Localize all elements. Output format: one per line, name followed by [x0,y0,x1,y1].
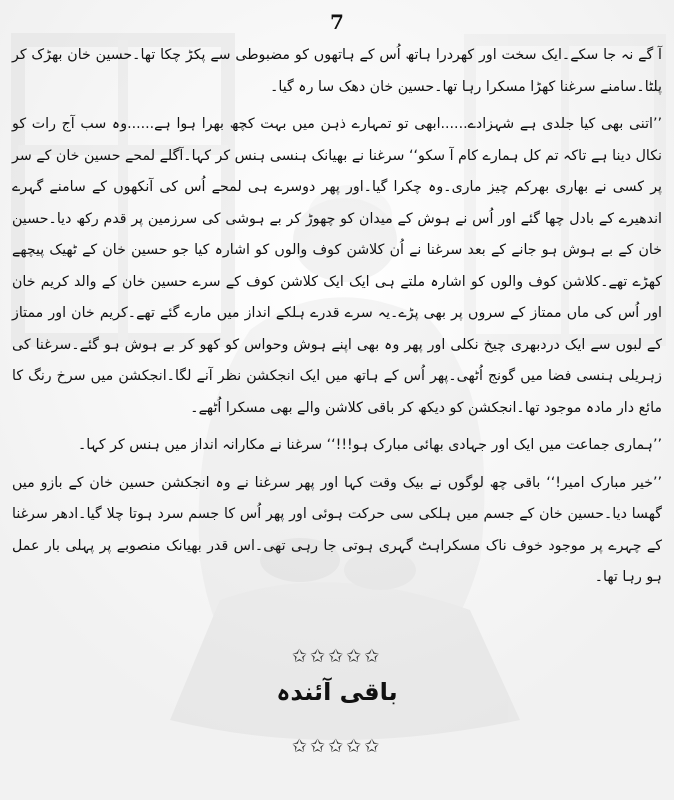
page-number: 7 [330,10,344,34]
paragraph: ’’ہماری جماعت میں ایک اور جہادی بھائی مبارک ہو!!!‘‘ سرغنا نے مکارانہ انداز میں ہنس کر کہا۔ [77,437,662,453]
paragraph: آ گے نہ جا سکے۔ایک سخت اور کھردرا ہاتھ اُس کے ہاتھوں کو مضبوطی سے پکڑ چکا تھا۔حسین خان بھڑک کر پلٹا۔سامنے سرغنا کھڑا مسکرا رہا تھا۔حسین خان دھک سا رہ گیا۔ [12,47,662,95]
to-be-continued-title: باقی آئندہ [276,678,398,706]
stars-divider-top: ✩✩✩✩✩ [291,646,383,667]
story-text [12,40,662,600]
stars-divider-bottom: ✩✩✩✩✩ [291,736,383,757]
paragraph: ’’اتنی بھی کیا جلدی ہے شہزادے......ابھی تو تمہارے ذہن میں بہت کچھ بھرا ہوا ہے......وہ سب آج رات کو نکال دینا ہے تاکہ تم کل ہمارے کام آ سکو‘‘ سرغنا نے بھیانک ہنسی ہنس کر کہا۔آگلے لمحے حسین خان کے سر پر کسی نے بھاری بھرکم چیز ماری۔وہ چکرا گیا۔اور پھر دوسرے ہی لمحے اُس کی آنکھوں کے سامنے گہرے اندھیرے کے بادل چھا گئے اور اُس نے ہوش کے میدان کو چھوڑ کر بے ہوشی کی سرزمین پر قدم رکھ دیا۔حسین خان کے بے ہوش ہو جانے کے بعد سرغنا نے اُن کلاشن کوف والوں کو اشارہ کیا جو حسین خان کے ٹھیک پیچھے کھڑے تھے۔کلاشن کوف والوں کو اشارہ ملتے ہی ایک ایک کلاشن کوف کے سرے حسین خان کے والد کریم خان اور اُس کی ماں ممتاز کے سروں پر بھی پڑے۔یہ سرے قدرے ہلکے انداز میں مارے گئے تھے۔کریم خان اور ممتاز کے لبوں سے ایک دردبھری چیخ نکلی اور پھر وہ بھی اپنے ہوش وحواس کو کھو کر بے ہوش ہو گئے۔سرغنا کی زہریلی ہنسی فضا میں گونج اُٹھی۔پھر اُس کے ہاتھ میں ایک انجکشن نظر آنے لگا۔انجکشن میں سرخ رنگ کا مائع دار مادہ موجود تھا۔انجکشن کو دیکھ کر باقی کلاشن والے بھی مسکرا اُٹھے۔ [12,116,662,416]
paragraph: ’’خیر مبارک امیر!‘‘ باقی چھ لوگوں نے بیک وقت کہا اور پھر سرغنا نے وہ انجکشن حسین خان کے بازو میں گھسا دیا۔حسین خان کے جسم میں ہلکی سی حرکت ہوئی اور پھر اُس کا جسم سرد ہوتا چلا گیا۔ادھر سرغنا کے چہرے پر موجود خوف ناک مسکراہٹ گہری ہوتی جا رہی تھی۔اس قدر بھیانک منصوبے پر پہلی بار عمل ہو رہا تھا۔ [12,474,662,585]
